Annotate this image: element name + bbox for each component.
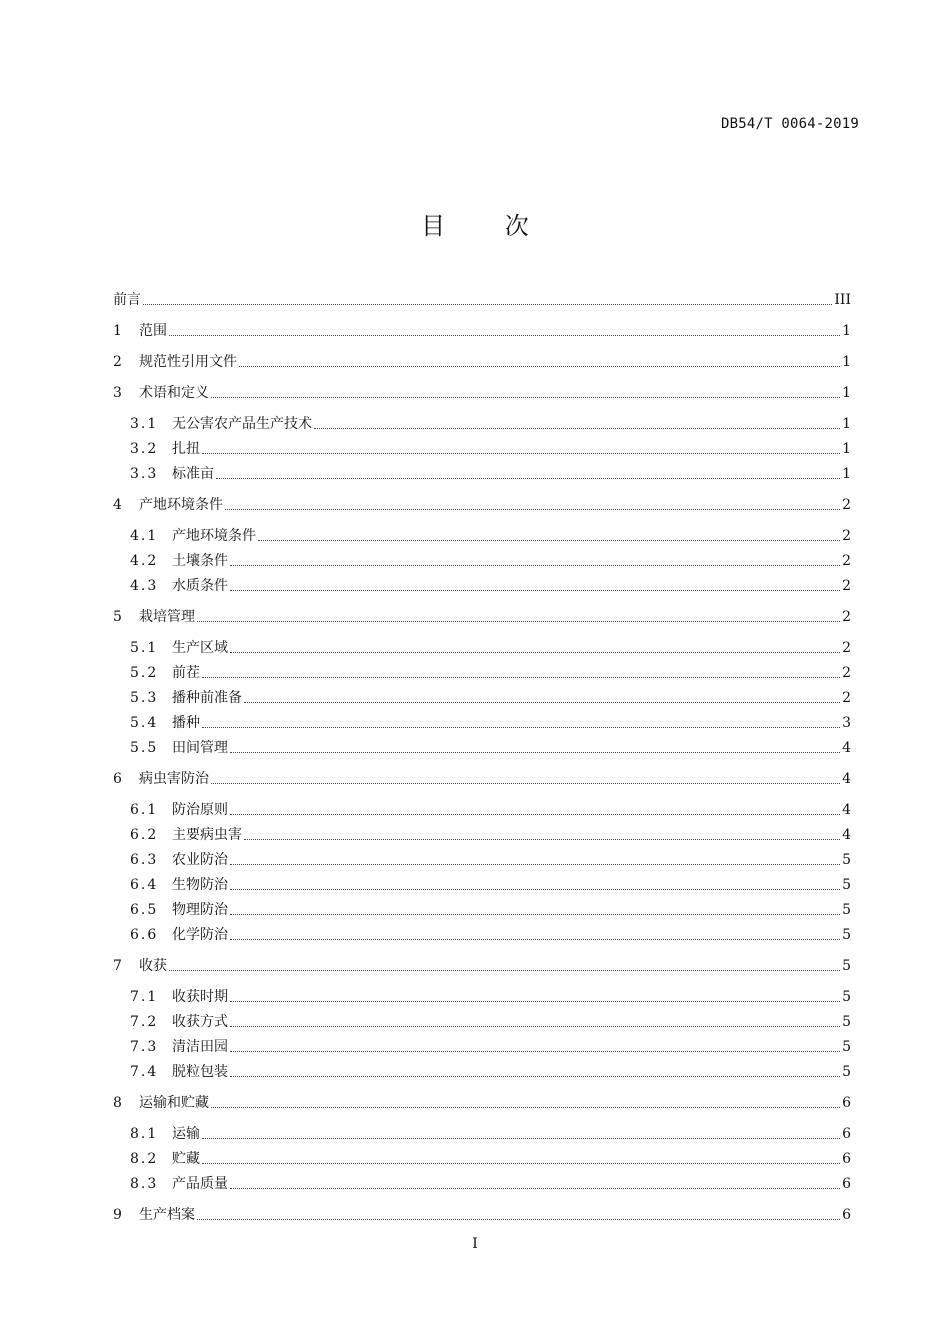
dot-leader xyxy=(169,334,840,336)
toc-entry-page: 1 xyxy=(842,466,851,482)
toc-entry-number: 6.1 xyxy=(130,802,159,818)
toc-entry[interactable] xyxy=(130,460,851,484)
dot-leader xyxy=(169,969,840,971)
toc-entry[interactable] xyxy=(130,846,851,870)
toc-entry-label: 运输和贮藏 xyxy=(139,1095,209,1111)
page-number: I xyxy=(472,1236,478,1252)
toc-entry-label: 脱粒包装 xyxy=(172,1064,228,1080)
toc-entry-page: 1 xyxy=(842,441,851,457)
toc-entry-page: 4 xyxy=(842,802,851,818)
toc-entry-number: 9 xyxy=(113,1207,122,1223)
toc-entry[interactable] xyxy=(113,491,851,515)
toc-entry-page: 2 xyxy=(842,528,851,544)
toc-entry-page: 1 xyxy=(842,323,851,339)
dot-leader xyxy=(230,564,840,566)
toc-entry-label: 防治原则 xyxy=(172,802,228,818)
toc-entry-page: 5 xyxy=(842,927,851,943)
toc-entry-number: 3.3 xyxy=(130,466,159,482)
toc-entry-page: 5 xyxy=(842,1064,851,1080)
toc-entry[interactable] xyxy=(113,1201,851,1225)
dot-leader xyxy=(202,676,840,678)
toc-entry[interactable] xyxy=(113,952,851,976)
dot-leader xyxy=(211,1106,840,1108)
toc-entry-number: 4.3 xyxy=(130,578,159,594)
toc-entry-label: 标准亩 xyxy=(172,466,214,482)
toc-entry-label: 产地环境条件 xyxy=(172,528,256,544)
dot-leader xyxy=(202,726,840,728)
toc-entry[interactable] xyxy=(130,522,851,546)
toc-entry-label: 范围 xyxy=(139,323,167,339)
toc-entry[interactable] xyxy=(130,572,851,596)
toc-entry[interactable] xyxy=(130,1058,851,1082)
toc-entry[interactable] xyxy=(130,896,851,920)
toc-entry[interactable] xyxy=(113,765,851,789)
dot-leader xyxy=(230,1187,840,1189)
toc-entry-page: 6 xyxy=(842,1151,851,1167)
toc-entry-page: 6 xyxy=(842,1207,851,1223)
toc-entry-label: 收获 xyxy=(139,958,167,974)
toc-entry-label: 术语和定义 xyxy=(139,385,209,401)
toc-entry-number: 3.1 xyxy=(130,416,159,432)
toc-entry-number: 2 xyxy=(113,354,122,370)
dot-leader xyxy=(230,913,840,915)
toc-entry[interactable] xyxy=(113,286,851,310)
dot-leader xyxy=(211,782,840,784)
toc-entry-label: 播种 xyxy=(172,715,200,731)
toc-entry-label: 生产档案 xyxy=(139,1207,195,1223)
toc-entry-label: 病虫害防治 xyxy=(139,771,209,787)
toc-entry-label: 播种前准备 xyxy=(172,690,242,706)
toc-entry-page: 2 xyxy=(842,578,851,594)
document-code: DB54/T 0064-2019 xyxy=(720,116,859,132)
toc-entry[interactable] xyxy=(130,871,851,895)
toc-entry-label: 水质条件 xyxy=(172,578,228,594)
toc-entry-label: 规范性引用文件 xyxy=(139,354,237,370)
toc-entry-number: 8.3 xyxy=(130,1176,159,1192)
dot-leader xyxy=(244,701,840,703)
toc-entry-label: 运输 xyxy=(172,1126,200,1142)
dot-leader xyxy=(197,1218,840,1220)
dot-leader xyxy=(230,1025,840,1027)
toc-entry-page: 5 xyxy=(842,902,851,918)
toc-entry-label: 主要病虫害 xyxy=(172,827,242,843)
toc-entry-page: 2 xyxy=(842,497,851,513)
toc-entry-number: 8.2 xyxy=(130,1151,159,1167)
toc-entry-page: 6 xyxy=(842,1095,851,1111)
dot-leader xyxy=(202,452,840,454)
dot-leader xyxy=(225,508,840,510)
toc-entry-page: 3 xyxy=(842,715,851,731)
toc-entry[interactable] xyxy=(130,734,851,758)
dot-leader xyxy=(230,888,840,890)
toc-entry-number: 5.3 xyxy=(130,690,159,706)
toc-entry-number: 8 xyxy=(113,1095,122,1111)
toc-entry-number: 7.3 xyxy=(130,1039,159,1055)
toc-entry-label: 前茬 xyxy=(172,665,200,681)
dot-leader xyxy=(211,396,840,398)
toc-entry-page: 2 xyxy=(842,640,851,656)
toc-entry-label: 农业防治 xyxy=(172,852,228,868)
toc-entry-page: 2 xyxy=(842,690,851,706)
toc-entry-number: 4.1 xyxy=(130,528,159,544)
dot-leader xyxy=(230,813,840,815)
toc-entry-number: 6.3 xyxy=(130,852,159,868)
toc-entry[interactable] xyxy=(130,1145,851,1169)
toc-entry[interactable] xyxy=(113,379,851,403)
toc-entry-number: 4.2 xyxy=(130,553,159,569)
dot-leader xyxy=(230,1050,840,1052)
toc-entry[interactable] xyxy=(130,634,851,658)
toc-entry-page: III xyxy=(834,292,851,308)
toc-entry-number: 7.4 xyxy=(130,1064,159,1080)
toc-entry-number: 1 xyxy=(113,323,122,339)
toc-entry-label: 前言 xyxy=(113,292,141,308)
toc-entry-label: 土壤条件 xyxy=(172,553,228,569)
toc-entry-page: 4 xyxy=(842,771,851,787)
toc-entry-number: 5.4 xyxy=(130,715,159,731)
toc-entry[interactable] xyxy=(113,317,851,341)
dot-leader xyxy=(230,1000,840,1002)
toc-entry[interactable] xyxy=(130,659,851,683)
dot-leader xyxy=(230,938,840,940)
toc-entry-number: 3 xyxy=(113,385,122,401)
toc-entry-page: 1 xyxy=(842,385,851,401)
dot-leader xyxy=(202,1137,840,1139)
toc-entry[interactable] xyxy=(130,410,851,434)
dot-leader xyxy=(230,863,840,865)
toc-entry[interactable] xyxy=(113,1089,851,1113)
toc-entry-page: 6 xyxy=(842,1176,851,1192)
dot-leader xyxy=(197,620,840,622)
toc-entry-label: 清洁田园 xyxy=(172,1039,228,1055)
toc-entry-label: 化学防治 xyxy=(172,927,228,943)
toc-entry-number: 5.2 xyxy=(130,665,159,681)
toc-entry[interactable] xyxy=(113,603,851,627)
toc-entry[interactable] xyxy=(130,983,851,1007)
toc-entry-label: 栽培管理 xyxy=(139,609,195,625)
toc-entry-number: 6.5 xyxy=(130,902,159,918)
toc-entry-number: 6.4 xyxy=(130,877,159,893)
dot-leader xyxy=(230,651,840,653)
toc-entry-page: 2 xyxy=(842,665,851,681)
toc-entry-number: 6 xyxy=(113,771,122,787)
toc-entry[interactable] xyxy=(130,547,851,571)
toc-entry-page: 5 xyxy=(842,958,851,974)
toc-entry-number: 3.2 xyxy=(130,441,159,457)
toc-entry-number: 4 xyxy=(113,497,122,513)
toc-entry-label: 产品质量 xyxy=(172,1176,228,1192)
toc-entry-number: 5.5 xyxy=(130,740,159,756)
toc-title: 目 次 xyxy=(421,212,555,240)
dot-leader xyxy=(239,365,840,367)
dot-leader xyxy=(230,751,840,753)
toc-entry-page: 5 xyxy=(842,1014,851,1030)
toc-entry-label: 物理防治 xyxy=(172,902,228,918)
toc-entry-label: 生物防治 xyxy=(172,877,228,893)
toc-entry[interactable] xyxy=(130,921,851,945)
toc-entry[interactable] xyxy=(113,348,851,372)
dot-leader xyxy=(202,1162,840,1164)
dot-leader xyxy=(314,427,840,429)
toc-entry[interactable] xyxy=(130,821,851,845)
toc-entry-number: 6.6 xyxy=(130,927,159,943)
dot-leader xyxy=(143,303,832,305)
toc-entry-page: 1 xyxy=(842,354,851,370)
toc-entry-page: 5 xyxy=(842,1039,851,1055)
toc-entry-page: 5 xyxy=(842,877,851,893)
toc-entry-label: 扎扭 xyxy=(172,441,200,457)
toc-entry[interactable] xyxy=(130,709,851,733)
toc-entry-number: 7 xyxy=(113,958,122,974)
toc-entry-page: 4 xyxy=(842,827,851,843)
toc-entry-number: 6.2 xyxy=(130,827,159,843)
dot-leader xyxy=(230,1075,840,1077)
toc-entry[interactable] xyxy=(130,684,851,708)
toc-entry-page: 6 xyxy=(842,1126,851,1142)
toc-entry-label: 贮藏 xyxy=(172,1151,200,1167)
dot-leader xyxy=(216,477,840,479)
toc-entry-label: 田间管理 xyxy=(172,740,228,756)
toc-entry-page: 5 xyxy=(842,852,851,868)
toc-entry-number: 5 xyxy=(113,609,122,625)
toc-entry-page: 2 xyxy=(842,553,851,569)
toc-entry-page: 1 xyxy=(842,416,851,432)
toc-entry[interactable] xyxy=(130,435,851,459)
toc-entry[interactable] xyxy=(130,1008,851,1032)
toc-entry[interactable] xyxy=(130,1170,851,1194)
toc-entry-number: 5.1 xyxy=(130,640,159,656)
toc-entry-label: 无公害农产品生产技术 xyxy=(172,416,312,432)
toc-entry-page: 2 xyxy=(842,609,851,625)
toc-entry-page: 5 xyxy=(842,989,851,1005)
toc-entry[interactable] xyxy=(130,1120,851,1144)
toc-entry[interactable] xyxy=(130,1033,851,1057)
toc-entry-label: 收获时期 xyxy=(172,989,228,1005)
toc-entry-number: 8.1 xyxy=(130,1126,159,1142)
toc-entry-label: 产地环境条件 xyxy=(139,497,223,513)
toc-entry-label: 收获方式 xyxy=(172,1014,228,1030)
dot-leader xyxy=(258,539,840,541)
toc-entry[interactable] xyxy=(130,796,851,820)
dot-leader xyxy=(244,838,840,840)
toc-entry-number: 7.1 xyxy=(130,989,159,1005)
toc-entry-number: 7.2 xyxy=(130,1014,159,1030)
dot-leader xyxy=(230,589,840,591)
toc-entry-label: 生产区域 xyxy=(172,640,228,656)
toc-entry-page: 4 xyxy=(842,740,851,756)
